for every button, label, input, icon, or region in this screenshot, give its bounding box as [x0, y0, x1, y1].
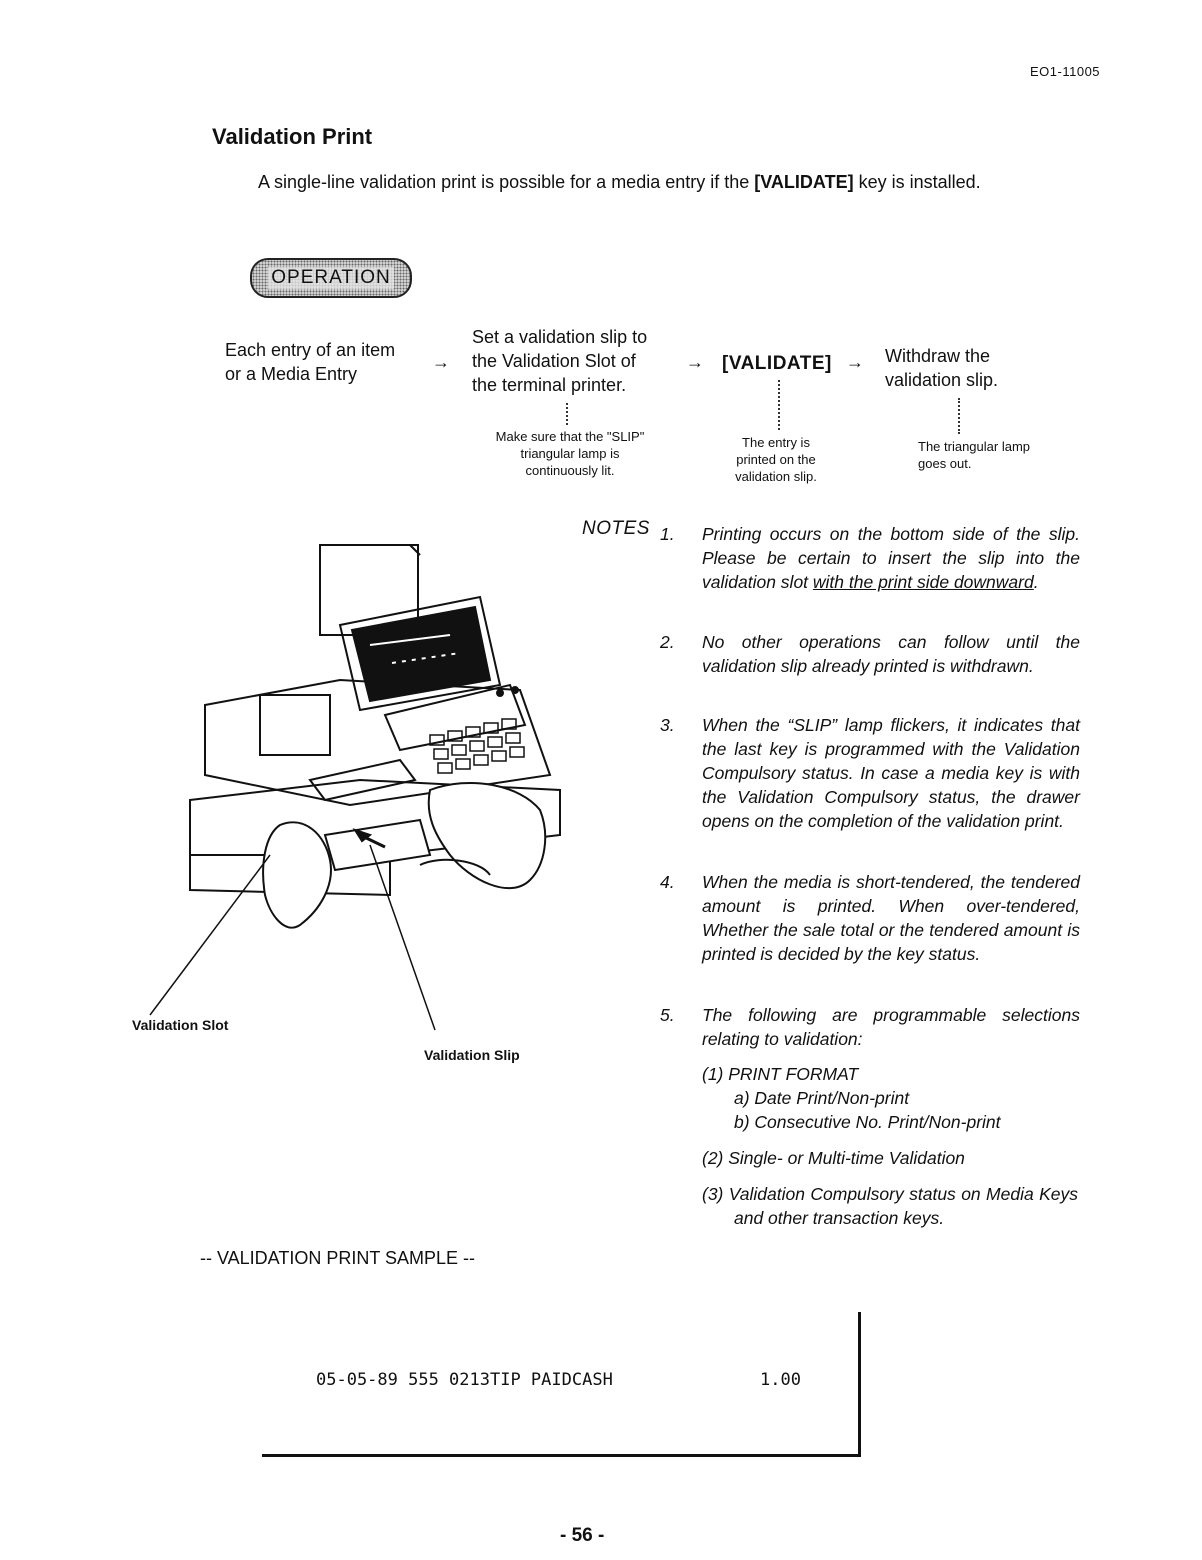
note-item — [660, 1003, 1080, 1051]
note-number: 5. — [660, 1005, 675, 1025]
note-number: 2. — [660, 632, 675, 652]
intro-text: A single-line validation print is possible for a media entry if the — [258, 172, 755, 192]
note-item — [660, 713, 1080, 833]
sample-heading: -- VALIDATION PRINT SAMPLE -- — [200, 1248, 476, 1268]
note-text: When the media is short-tendered, the tendered amount is printed. When over-tendered, Whether the sale total or the tendered amount is printed is decided by the key status. — [702, 872, 1080, 964]
note-number: 1. — [660, 524, 675, 544]
flow-step-4 — [885, 344, 998, 392]
validation-slot-label: Validation Slot — [132, 1017, 229, 1033]
flow-note-line: validation slip. — [735, 469, 817, 484]
flow-step-1 — [225, 338, 395, 386]
sub-item: b) Consecutive No. Print/Non-print — [734, 1112, 1001, 1132]
left-hand — [263, 822, 331, 927]
flow-note-line: printed on the — [736, 452, 816, 467]
flow-step-3-validate-key: [VALIDATE] — [722, 353, 832, 374]
sub-item: (1) PRINT FORMAT — [702, 1064, 859, 1084]
flow-note-slip-lamp — [470, 428, 670, 479]
operation-badge-label: OPERATION — [268, 267, 394, 289]
note-text-part: . — [1033, 572, 1039, 592]
flow-note-line: The triangular lamp — [918, 439, 1030, 454]
flow-step-4-line: validation slip. — [885, 370, 999, 390]
sample-print-line: 05-05-89 555 0213TIP PAIDCASH — [316, 1370, 613, 1390]
sub-item: (3) Validation Compulsory status on Media Keys and other transaction keys. — [702, 1184, 1078, 1228]
dotted-connector — [958, 398, 960, 434]
sub-item: a) Date Print/Non-print — [734, 1088, 910, 1108]
note-sub-list — [660, 1062, 1080, 1230]
flow-note-line: The entry is — [742, 435, 810, 450]
operation-badge — [250, 258, 412, 298]
flow-note-line: continuously lit. — [525, 463, 615, 478]
note-item — [660, 630, 1080, 678]
flow-step-1-line: or a Media Entry — [225, 364, 358, 384]
flow-note-line: triangular lamp is — [520, 446, 620, 461]
flow-step-2-line: the Validation Slot of — [472, 351, 636, 371]
note-item — [660, 522, 1080, 594]
document-code: EO1-11005 — [1030, 64, 1101, 79]
arrow-icon: → — [846, 352, 864, 372]
note-text: When the “SLIP” lamp flickers, it indicates that the last key is programmed with the Validation Compulsory status. In case a media key is with the Validation Compulsory status, the drawer opens on the completion of the validation print. — [702, 715, 1080, 831]
sample-slip-edge — [858, 1312, 861, 1457]
section-title: Validation Print — [212, 124, 373, 149]
sample-print-amount: 1.00 — [760, 1370, 801, 1390]
dotted-connector — [566, 403, 568, 425]
arrow-icon: → — [686, 352, 704, 372]
flow-step-4-line: Withdraw the — [885, 346, 991, 366]
flow-note-line: Make sure that the "SLIP" — [495, 429, 645, 444]
note-text: The following are programmable selections relating to validation: — [702, 1005, 1080, 1049]
sample-slip-edge — [262, 1454, 861, 1457]
notes-label: NOTES — [582, 518, 650, 539]
note-text-part: Printing occurs on the bottom side of the slip. Please be certain to insert the slip into the validation slot — [702, 524, 1080, 592]
flow-step-2-line: the terminal printer. — [472, 375, 627, 395]
flow-note-lamp-out — [918, 438, 1030, 472]
flow-step-2 — [472, 325, 684, 397]
note-number: 4. — [660, 872, 675, 892]
flow-step-1-line: Each entry of an item — [225, 340, 396, 360]
arrow-icon: → — [432, 352, 450, 372]
register-illustration — [130, 535, 570, 1035]
validation-slip-label: Validation Slip — [424, 1047, 520, 1063]
page-number: - 56 - — [560, 1525, 605, 1546]
flow-note-line: goes out. — [918, 456, 972, 471]
intro-tail: key is installed. — [853, 172, 981, 192]
note-text-underlined: with the print side downward — [812, 572, 1034, 592]
note-text — [702, 522, 1080, 594]
note-text: No other operations can follow until the validation slip already printed is withdrawn. — [702, 632, 1080, 676]
dotted-connector — [778, 380, 780, 430]
note-item — [660, 870, 1080, 966]
intro-paragraph — [258, 170, 1078, 194]
flow-step-2-line: Set a validation slip to — [472, 327, 648, 347]
intro-key: [VALIDATE] — [754, 172, 854, 192]
sub-item: (2) Single- or Multi-time Validation — [702, 1148, 965, 1168]
flow-note-entry-printed — [718, 434, 834, 485]
note-number: 3. — [660, 715, 675, 735]
